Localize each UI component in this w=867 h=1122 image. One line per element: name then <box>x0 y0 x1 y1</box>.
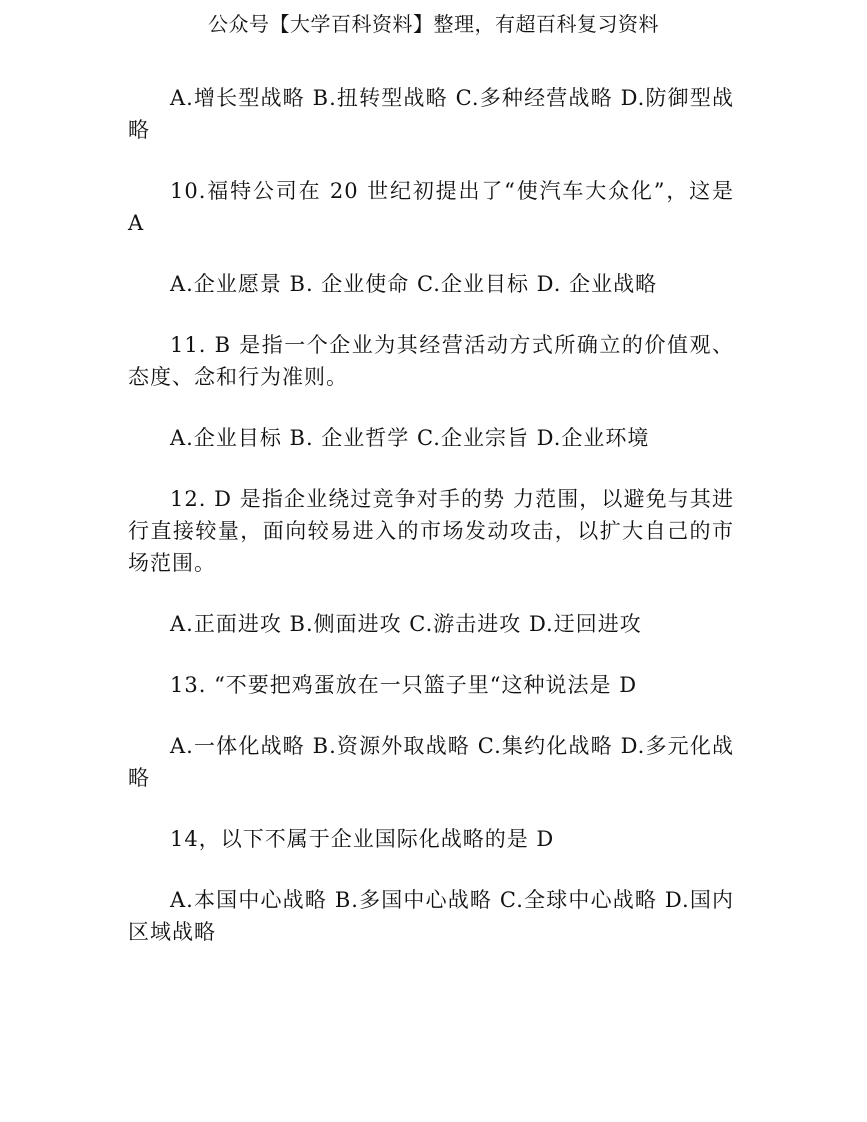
question-11: 11. B 是指一个企业为其经营活动方式所确立的价值观、态度、念和行为准则。 <box>128 333 734 389</box>
options-q14: A.本国中心战略 B.多国中心战略 C.全球中心战略 D.国内区域战略 <box>128 888 734 944</box>
options-q9: A.增长型战略 B.扭转型战略 C.多种经营战略 D.防御型战略 <box>128 86 734 142</box>
question-10: 10.福特公司在 20 世纪初提出了“使汽车大众化”，这是 A <box>128 179 734 235</box>
question-13: 13. “不要把鸡蛋放在一只篮子里“这种说法是 D <box>170 673 638 697</box>
options-q10: A.企业愿景 B. 企业使命 C.企业目标 D. 企业战略 <box>170 272 658 296</box>
question-12: 12. D 是指企业绕过竞争对手的势 力范围，以避免与其进行直接较量，面向较易进入的市场发动攻击，以扩大自己的市场范围。 <box>128 487 734 575</box>
options-q13: A.一体化战略 B.资源外取战略 C.集约化战略 D.多元化战略 <box>128 734 734 790</box>
options-q12: A.正面进攻 B.侧面进攻 C.游击进攻 D.迂回进攻 <box>170 612 642 636</box>
question-14: 14，以下不属于企业国际化战略的是 D <box>170 827 555 851</box>
page-header: 公众号【大学百科资料】整理，有超百科复习资料 <box>208 12 659 36</box>
document-body <box>128 82 734 977</box>
options-q11: A.企业目标 B. 企业哲学 C.企业宗旨 D.企业环境 <box>170 426 650 450</box>
